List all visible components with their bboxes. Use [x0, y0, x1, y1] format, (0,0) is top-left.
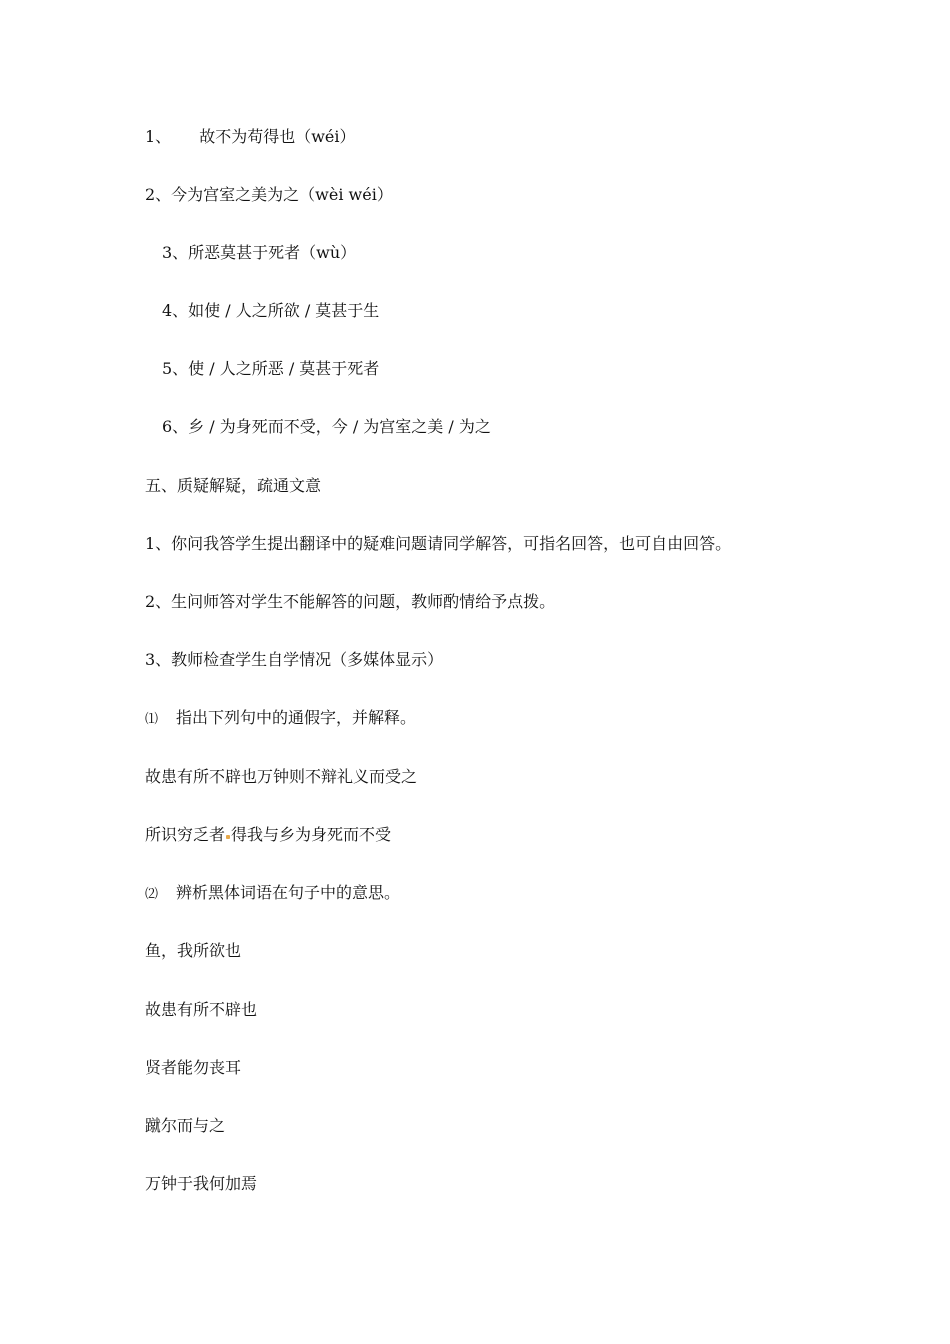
line-text: 贤者能勿丧耳 — [145, 1058, 242, 1077]
line-text: 辨析黑体词语在句子中的意思。 — [176, 883, 401, 902]
answer-line-5 — [162, 359, 379, 379]
answer-line-2 — [145, 185, 393, 205]
line-text: 故患有所不辟也万钟则不辩礼义而受之 — [145, 767, 418, 786]
line-text: 2、今为宫室之美为之（wèi wéi） — [145, 185, 393, 204]
line-text: 4、如使 / 人之所欲 / 莫甚于生 — [162, 301, 380, 320]
line-text: 五、质疑解疑，疏通文意 — [145, 476, 322, 495]
list-number: 1、 — [145, 127, 172, 146]
exercise-sentence — [145, 1116, 225, 1136]
line-text: 所识穷乏者 — [145, 825, 226, 844]
answer-line-4 — [162, 301, 379, 321]
answer-line-1 — [145, 127, 355, 147]
line-text: 3、所恶莫甚于死者（wù） — [162, 243, 357, 262]
line-text: 5、使 / 人之所恶 / 莫甚于死者 — [162, 359, 380, 378]
list-number: ⑴ — [145, 712, 159, 727]
highlight-mark — [226, 835, 230, 839]
step-3 — [145, 650, 443, 670]
list-number: ⑵ — [145, 887, 159, 902]
line-text: 故不为苟得也（wéi） — [199, 127, 356, 146]
line-text: 6、乡 / 为身死而不受，今 / 为宫室之美 / 为之 — [162, 417, 491, 436]
step-2 — [145, 592, 555, 612]
line-text: 1、你问我答学生提出翻译中的疑难问题请同学解答，可指名回答，也可自由回答。 — [145, 534, 732, 553]
exercise-1 — [145, 708, 416, 730]
exercise-sentence — [145, 825, 391, 845]
line-text: 鱼，我所欲也 — [145, 941, 242, 960]
answer-line-3 — [162, 243, 356, 263]
exercise-sentence — [145, 941, 241, 961]
exercise-sentence — [145, 1174, 257, 1194]
line-text: 故患有所不辟也 — [145, 1000, 258, 1019]
step-1 — [145, 534, 731, 554]
section-heading — [145, 476, 321, 496]
line-text: 万钟于我何加焉 — [145, 1174, 258, 1193]
line-text: 得我与乡为身死而不受 — [231, 825, 392, 844]
exercise-2 — [145, 883, 400, 905]
line-text: 指出下列句中的通假字，并解释。 — [176, 708, 417, 727]
answer-line-6 — [162, 417, 491, 437]
exercise-sentence — [145, 1000, 257, 1020]
line-text: 3、教师检查学生自学情况（多媒体显示） — [145, 650, 444, 669]
exercise-sentence — [145, 1058, 241, 1078]
exercise-sentence — [145, 767, 417, 787]
line-text: 蹴尔而与之 — [145, 1116, 226, 1135]
line-text: 2、生问师答对学生不能解答的问题，教师酌情给予点拨。 — [145, 592, 556, 611]
